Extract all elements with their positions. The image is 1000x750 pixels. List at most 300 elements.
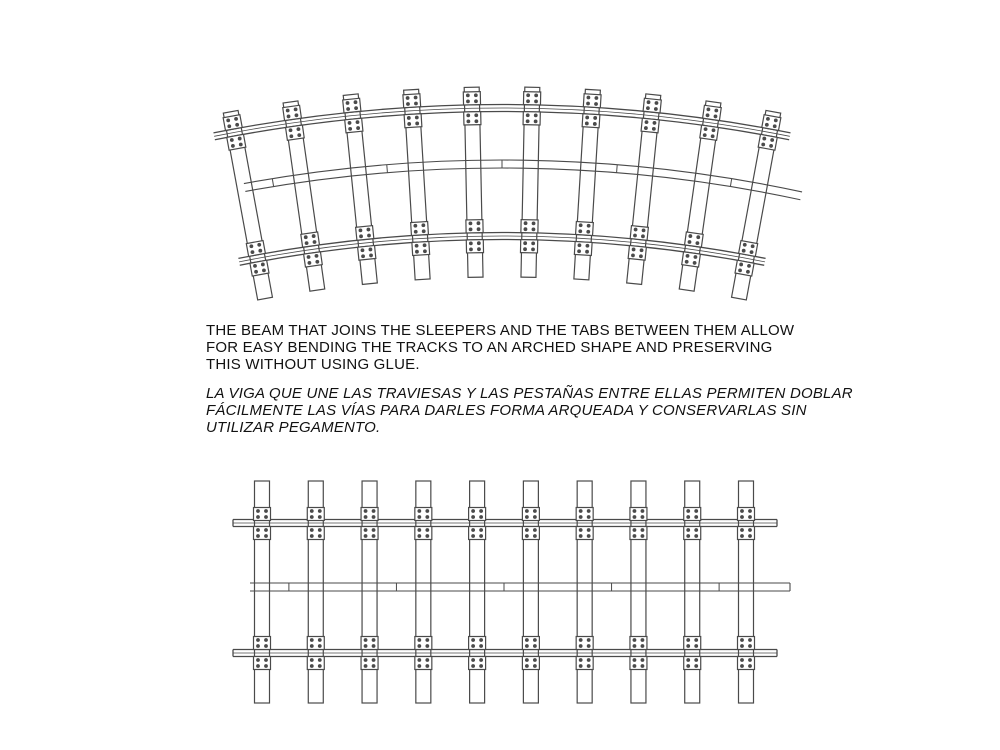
bolt-icon [641, 528, 645, 532]
bolt-icon [587, 515, 591, 519]
rail-clip [682, 252, 701, 267]
bolt-icon [415, 244, 419, 248]
rail-clip [254, 527, 271, 540]
bolt-icon [526, 93, 530, 97]
bolt-icon [226, 118, 230, 122]
bolt-icon [256, 644, 260, 648]
rail-clip [404, 114, 422, 128]
bolt-icon [251, 250, 255, 254]
rail-clip [738, 657, 755, 670]
bolt-icon [479, 664, 483, 668]
bolt-icon [369, 254, 373, 258]
bolt-icon [587, 528, 591, 532]
rail-clip [703, 105, 722, 120]
bolt-icon [526, 119, 530, 123]
bolt-icon [417, 638, 421, 642]
bolt-icon [594, 96, 598, 100]
bolt-icon [740, 664, 744, 668]
bolt-icon [641, 509, 645, 513]
caption-english [206, 322, 826, 373]
bolt-icon [641, 658, 645, 662]
caption-spanish [206, 385, 853, 436]
bolt-icon [686, 254, 690, 258]
bolt-icon [346, 107, 350, 111]
bolt-icon [770, 138, 774, 142]
bolt-icon [425, 638, 429, 642]
bolt-icon [354, 106, 358, 110]
bolt-icon [310, 515, 314, 519]
bolt-icon [423, 243, 427, 247]
tab-joint [272, 179, 273, 187]
bolt-icon [578, 229, 582, 233]
bolt-icon [748, 515, 752, 519]
bolt-icon [594, 102, 598, 106]
rail-clip [739, 241, 758, 257]
bolt-icon [645, 120, 649, 124]
bolt-icon [533, 534, 537, 538]
bolt-icon [577, 249, 581, 253]
bolt-icon [525, 664, 529, 668]
rail-clip [361, 508, 378, 521]
bolt-icon [532, 227, 536, 231]
bolt-icon [654, 107, 658, 111]
bolt-icon [738, 268, 742, 272]
bolt-icon [686, 509, 690, 513]
bolt-icon [262, 268, 266, 272]
bolt-icon [372, 534, 376, 538]
bolt-icon [740, 638, 744, 642]
bolt-icon [264, 515, 268, 519]
bolt-icon [264, 509, 268, 513]
bolt-icon [258, 249, 262, 253]
rail-clip [684, 637, 701, 650]
bolt-icon [364, 515, 368, 519]
rail-clip [343, 98, 361, 113]
rail-clip [574, 241, 592, 255]
bolt-icon [425, 509, 429, 513]
rail-clip [283, 105, 302, 120]
bolt-icon [587, 509, 591, 513]
bolt-icon [415, 122, 419, 126]
bolt-icon [295, 113, 299, 117]
bolt-icon [422, 229, 426, 233]
bolt-icon [533, 515, 537, 519]
rail-clip [307, 657, 324, 670]
bolt-icon [256, 528, 260, 532]
bolt-icon [579, 664, 583, 668]
bolt-icon [748, 638, 752, 642]
bolt-icon [417, 664, 421, 668]
bolt-icon [253, 264, 257, 268]
bolt-icon [359, 234, 363, 238]
bolt-icon [579, 515, 583, 519]
rail-clip [522, 508, 539, 521]
bolt-icon [346, 101, 350, 105]
bolt-icon [425, 664, 429, 668]
rail-clip [738, 637, 755, 650]
bolt-icon [686, 644, 690, 648]
bolt-icon [762, 137, 766, 141]
bolt-icon [696, 235, 700, 239]
bolt-icon [740, 528, 744, 532]
rail-clip [684, 657, 701, 670]
bolt-icon [633, 528, 637, 532]
bolt-icon [479, 534, 483, 538]
rail-clip [576, 221, 594, 235]
curved-track [213, 87, 802, 300]
bolt-icon [533, 638, 537, 642]
bolt-icon [585, 250, 589, 254]
bolt-icon [315, 254, 319, 258]
bolt-icon [356, 120, 360, 124]
bolt-icon [238, 137, 242, 141]
bolt-icon [417, 534, 421, 538]
rail-clip [415, 508, 432, 521]
bolt-icon [249, 244, 253, 248]
bolt-icon [264, 658, 268, 662]
bolt-icon [364, 638, 368, 642]
bolt-icon [534, 93, 538, 97]
rail-clip [523, 92, 540, 105]
bolt-icon [297, 133, 301, 137]
bolt-icon [633, 664, 637, 668]
bolt-icon [297, 127, 301, 131]
bolt-icon [425, 644, 429, 648]
bolt-icon [633, 644, 637, 648]
bolt-icon [364, 644, 368, 648]
rail-clip [469, 637, 486, 650]
bolt-icon [256, 638, 260, 642]
rail-clip [464, 112, 481, 125]
bolt-icon [359, 228, 363, 232]
bolt-icon [364, 528, 368, 532]
caption-english-line: FOR EASY BENDING THE TRACKS TO AN ARCHED SHAPE AND PRESERVING [206, 339, 773, 356]
tab-joint [617, 165, 618, 173]
rail-clip [412, 241, 430, 255]
bolt-icon [632, 248, 636, 252]
bolt-icon [366, 228, 370, 232]
bolt-icon [294, 107, 298, 111]
bolt-icon [289, 128, 293, 132]
bolt-icon [318, 664, 322, 668]
rail-clip [522, 527, 539, 540]
bolt-icon [256, 534, 260, 538]
rail-clip [304, 252, 323, 267]
bolt-icon [417, 644, 421, 648]
bolt-icon [579, 509, 583, 513]
bolt-icon [524, 227, 528, 231]
bolt-icon [746, 270, 750, 274]
rail-clip [286, 125, 305, 140]
bolt-icon [748, 658, 752, 662]
bolt-icon [474, 99, 478, 103]
bolt-icon [652, 127, 656, 131]
bolt-icon [318, 534, 322, 538]
bolt-icon [466, 113, 470, 117]
rail-clip [735, 260, 754, 276]
bolt-icon [315, 260, 319, 264]
bolt-icon [235, 123, 239, 127]
bolt-icon [696, 241, 700, 245]
bolt-icon [534, 113, 538, 117]
rail-clip [523, 112, 540, 125]
bolt-icon [711, 134, 715, 138]
bolt-icon [633, 638, 637, 642]
bolt-icon [593, 122, 597, 126]
bolt-icon [318, 644, 322, 648]
bolt-icon [372, 509, 376, 513]
bolt-icon [579, 658, 583, 662]
bolt-icon [534, 119, 538, 123]
bolt-icon [406, 96, 410, 100]
bolt-icon [751, 244, 755, 248]
bolt-icon [641, 644, 645, 648]
bolt-icon [694, 515, 698, 519]
bolt-icon [364, 509, 368, 513]
bolt-icon [479, 509, 483, 513]
rail-clip [254, 657, 271, 670]
rail-clip [301, 232, 320, 247]
bolt-icon [533, 528, 537, 532]
bolt-icon [740, 515, 744, 519]
bolt-icon [641, 664, 645, 668]
bolt-icon [318, 638, 322, 642]
rail-clip [250, 260, 269, 276]
bolt-icon [586, 244, 590, 248]
bolt-icon [653, 121, 657, 125]
rail-clip [411, 221, 429, 235]
bolt-icon [310, 509, 314, 513]
bolt-icon [372, 515, 376, 519]
bolt-icon [703, 133, 707, 137]
bolt-icon [531, 247, 535, 251]
bolt-icon [310, 658, 314, 662]
caption-spanish-line: FÁCILMENTE LAS VÍAS PARA DARLES FORMA ARQUEADA Y CONSERVARLAS SIN [206, 402, 807, 419]
bolt-icon [227, 124, 231, 128]
caption-english-line: THIS WITHOUT USING GLUE. [206, 356, 420, 373]
bolt-icon [688, 240, 692, 244]
bolt-icon [310, 664, 314, 668]
bolt-icon [533, 658, 537, 662]
bolt-icon [533, 664, 537, 668]
bolt-icon [534, 99, 538, 103]
rail-clip [415, 527, 432, 540]
rail-clip [582, 114, 600, 128]
bolt-icon [318, 528, 322, 532]
bolt-icon [474, 93, 478, 97]
bolt-icon [525, 658, 529, 662]
bolt-icon [633, 534, 637, 538]
bolt-icon [261, 263, 265, 267]
bolt-icon [364, 534, 368, 538]
bolt-icon [740, 534, 744, 538]
bolt-icon [415, 250, 419, 254]
bolt-icon [748, 528, 752, 532]
bolt-icon [466, 99, 470, 103]
bolt-icon [256, 664, 260, 668]
bolt-icon [414, 102, 418, 106]
bolt-icon [407, 116, 411, 120]
rail-clip [520, 240, 537, 253]
bolt-icon [313, 240, 317, 244]
bolt-icon [318, 515, 322, 519]
bolt-icon [748, 644, 752, 648]
bolt-icon [423, 249, 427, 253]
caption-spanish-line: LA VIGA QUE UNE LAS TRAVIESAS Y LAS PESTAÑAS ENTRE ELLAS PERMITEN DOBLAR [206, 385, 853, 402]
bolt-icon [471, 658, 475, 662]
bolt-icon [706, 113, 710, 117]
bolt-icon [714, 109, 718, 113]
bolt-icon [474, 113, 478, 117]
rail-clip [700, 125, 719, 140]
rail-clip [576, 637, 593, 650]
rail-clip [463, 92, 480, 105]
rail-clip [630, 527, 647, 540]
bolt-icon [641, 534, 645, 538]
bolt-icon [239, 143, 243, 147]
bolt-icon [694, 255, 698, 259]
bolt-icon [471, 528, 475, 532]
bolt-icon [425, 658, 429, 662]
bolt-icon [686, 534, 690, 538]
rail-clip [738, 508, 755, 521]
tab-joint [387, 165, 388, 173]
bolt-icon [367, 234, 371, 238]
bolt-icon [256, 658, 260, 662]
bolt-icon [469, 241, 473, 245]
bolt-icon [693, 261, 697, 265]
bolt-icon [644, 126, 648, 130]
bolt-icon [631, 254, 635, 258]
rail-clip [630, 637, 647, 650]
bolt-icon [686, 515, 690, 519]
rail-clip [576, 508, 593, 521]
rail-clip [758, 134, 777, 150]
bolt-icon [633, 509, 637, 513]
bolt-icon [593, 116, 597, 120]
caption-english-line: THE BEAM THAT JOINS THE SLEEPERS AND THE TABS BETWEEN THEM ALLOW [206, 322, 795, 339]
bolt-icon [308, 261, 312, 265]
bolt-icon [586, 102, 590, 106]
bolt-icon [655, 101, 659, 105]
bolt-icon [640, 248, 644, 252]
rail-clip [630, 226, 648, 241]
bolt-icon [634, 228, 638, 232]
rail-clip [630, 657, 647, 670]
bolt-icon [647, 100, 651, 104]
bolt-icon [585, 122, 589, 126]
rail-clip [630, 508, 647, 521]
bolt-icon [694, 528, 698, 532]
bolt-icon [532, 221, 536, 225]
bolt-icon [287, 115, 291, 119]
rail-clip [643, 98, 661, 113]
bolt-icon [585, 116, 589, 120]
bolt-icon [641, 638, 645, 642]
bolt-icon [230, 138, 234, 142]
rail-clip [469, 508, 486, 521]
bolt-icon [256, 515, 260, 519]
bolt-icon [372, 658, 376, 662]
bolt-icon [289, 134, 293, 138]
bolt-icon [421, 223, 425, 227]
bolt-icon [256, 509, 260, 513]
bolt-icon [264, 664, 268, 668]
bolt-icon [633, 515, 637, 519]
bolt-icon [372, 664, 376, 668]
bolt-icon [286, 109, 290, 113]
bolt-icon [417, 509, 421, 513]
rail-clip [628, 246, 646, 261]
bolt-icon [587, 658, 591, 662]
bolt-icon [425, 515, 429, 519]
rail-clip [576, 657, 593, 670]
straight-track [233, 481, 790, 703]
bolt-icon [372, 644, 376, 648]
bolt-icon [743, 243, 747, 247]
rail-clip [522, 657, 539, 670]
bolt-icon [479, 658, 483, 662]
bolt-icon [417, 528, 421, 532]
bolt-icon [372, 638, 376, 642]
rail-clip [576, 527, 593, 540]
rail-clip [641, 118, 659, 133]
bolt-icon [525, 644, 529, 648]
bolt-icon [356, 126, 360, 130]
rail-clip [361, 657, 378, 670]
bolt-icon [479, 638, 483, 642]
bolt-icon [417, 515, 421, 519]
bolt-icon [633, 234, 637, 238]
bolt-icon [479, 515, 483, 519]
bolt-icon [587, 224, 591, 228]
rail-clip [307, 637, 324, 650]
bolt-icon [712, 128, 716, 132]
bolt-icon [318, 658, 322, 662]
rail-clip [356, 226, 374, 241]
rail-clip [415, 657, 432, 670]
bolt-icon [587, 664, 591, 668]
bolt-icon [704, 127, 708, 131]
bolt-icon [639, 254, 643, 258]
bolt-icon [742, 249, 746, 253]
bolt-icon [254, 270, 258, 274]
bolt-icon [579, 638, 583, 642]
bolt-icon [525, 638, 529, 642]
bolt-icon [372, 528, 376, 532]
bolt-icon [578, 243, 582, 247]
bolt-icon [740, 509, 744, 513]
bolt-icon [761, 143, 765, 147]
bolt-icon [264, 534, 268, 538]
bolt-icon [525, 534, 529, 538]
rail-clip [521, 220, 538, 233]
bolt-icon [533, 644, 537, 648]
bolt-icon [586, 230, 590, 234]
bolt-icon [417, 658, 421, 662]
rail-clip [469, 657, 486, 670]
bolt-icon [264, 644, 268, 648]
bolt-icon [740, 658, 744, 662]
bolt-icon [706, 107, 710, 111]
bolt-icon [686, 638, 690, 642]
rail-clip [223, 115, 242, 131]
bolt-icon [469, 227, 473, 231]
bolt-icon [310, 528, 314, 532]
rail-clip [254, 637, 271, 650]
rail-clip [361, 527, 378, 540]
bolt-icon [694, 509, 698, 513]
